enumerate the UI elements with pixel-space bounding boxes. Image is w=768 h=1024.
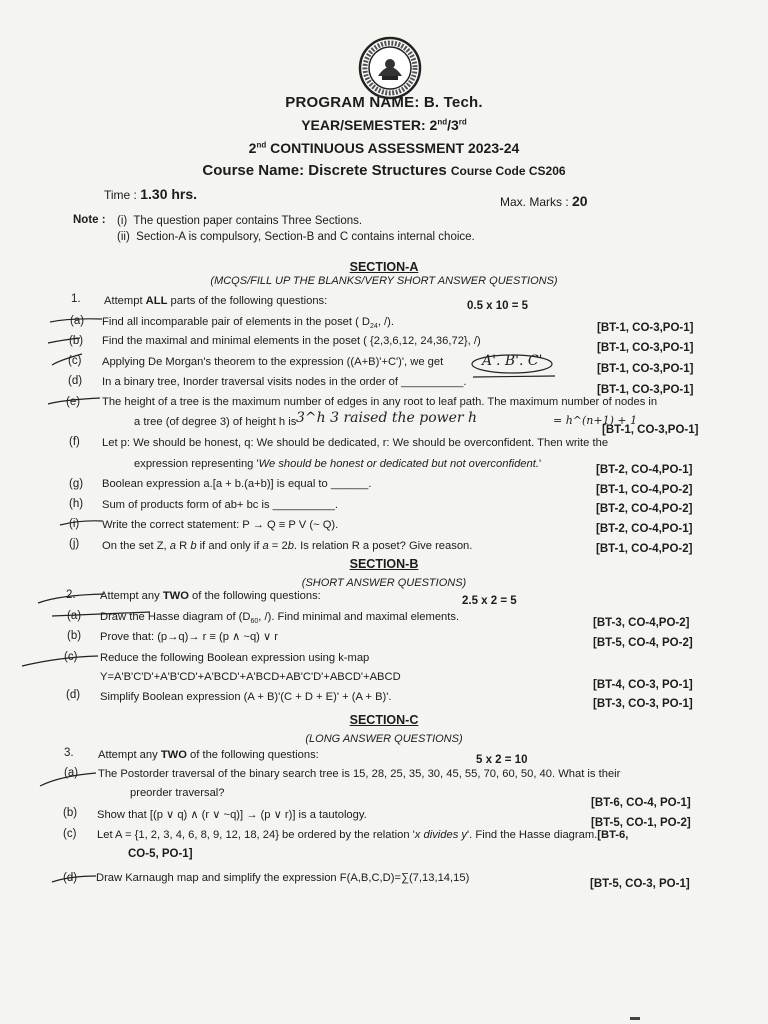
question-2-text: Attempt any TWO of the following questions: — [100, 590, 321, 602]
course-code: Course Code CS206 — [450, 164, 566, 178]
q1f-number: (f) — [69, 436, 80, 448]
q1c-text: Applying De Morgan's theorem to the expression ((A+B)'+C')', we get — [102, 356, 444, 368]
assessment-title: 2nd CONTINUOUS ASSESSMENT 2023-24 — [248, 140, 520, 156]
q3d-number: (d) — [63, 872, 78, 884]
q1b-tag: [BT-1, CO-3,PO-1] — [597, 342, 694, 354]
program-name: PROGRAM NAME: B. Tech. — [285, 94, 483, 111]
section-a-subtitle: (MCQS/FILL UP THE BLANKS/VERY SHORT ANSWER QUESTIONS) — [210, 275, 558, 287]
section-c-subtitle: (LONG ANSWER QUESTIONS) — [305, 733, 463, 745]
q3a-text: The Postorder traversal of the binary search tree is 15, 28, 25, 35, 30, 45, 55, 70, 60, 50, 40. What is their — [98, 768, 621, 780]
time-label: Time : — [104, 188, 137, 202]
q1a-number: (a) — [70, 315, 85, 327]
q1d-number: (d) — [68, 375, 83, 387]
q2c-tag: [BT-4, CO-3, PO-1] — [593, 679, 693, 691]
q1h-text: Sum of products form of ab+ bc is __________. — [102, 499, 339, 511]
question-1-text: Attempt ALL parts of the following questions: — [104, 295, 328, 307]
q3d-text: Draw Karnaugh map and simplify the expression F(A,B,C,D)=∑(7,13,14,15) — [96, 872, 470, 884]
q1h-tag: [BT-2, CO-4,PO-2] — [596, 503, 693, 515]
q1i-number: (i) — [69, 518, 80, 530]
section-b-subtitle: (SHORT ANSWER QUESTIONS) — [301, 577, 467, 589]
q1f-tag: [BT-2, CO-4,PO-1] — [596, 464, 693, 476]
pen-tick-q1i — [60, 521, 102, 525]
page-edge-mark — [630, 1017, 640, 1020]
pen-tick-q2c — [22, 656, 98, 666]
q3b-number: (b) — [63, 807, 78, 819]
course-name-text: Course Name: Discrete Structures — [202, 162, 447, 179]
marks-value: 20 — [572, 193, 588, 209]
q1e-handwritten-formula: = h^(n+1) + 1 — [553, 414, 638, 427]
q1j-tag: [BT-1, CO-4,PO-2] — [596, 543, 693, 555]
q1j-text: On the set Z, a R b if and only if a = 2b. Is relation R a poset? Give reason. — [102, 540, 473, 552]
note-label: Note : — [73, 214, 106, 226]
q1e-tag: [BT-1, CO-3,PO-1] — [602, 424, 699, 436]
q1h-number: (h) — [69, 498, 84, 510]
section-a-title: SECTION-A — [349, 260, 419, 274]
note-item-2: (ii) Section-A is compulsory, Section-B and C contains internal choice. — [117, 231, 475, 243]
question-1-number: 1. — [71, 293, 81, 305]
q2d-number: (d) — [66, 689, 81, 701]
question-3-marks: 5 x 2 = 10 — [476, 754, 528, 766]
q3a-text-line2: preorder traversal? — [130, 787, 225, 799]
q2d-tag: [BT-3, CO-3, PO-1] — [593, 698, 693, 710]
q3d-tag: [BT-5, CO-3, PO-1] — [590, 878, 690, 890]
q1e-handwritten-answer: 3^h 3 raised the power h — [296, 410, 478, 426]
q2d-text: Simplify Boolean expression (A + B)'(C + D + E)' + (A + B)'. — [100, 691, 392, 703]
q1c-number: (c) — [68, 355, 82, 367]
q1f-text-line2: expression representing 'We should be honest or dedicated but not overconfident.' — [134, 458, 542, 470]
q2a-text: Draw the Hasse diagram of ($D_{60}$, /). Find minimal and maximal elements. — [100, 611, 460, 626]
q1c-tag: [BT-1, CO-3,PO-1] — [597, 363, 694, 375]
pen-underline-q1c — [473, 376, 555, 377]
q1i-tag: [BT-2, CO-4,PO-1] — [596, 523, 693, 535]
marks-label: Max. Marks : — [500, 195, 569, 209]
note-item-1: (i) The question paper contains Three Sections. — [117, 215, 363, 227]
q3a-tag: [BT-6, CO-4, PO-1] — [591, 797, 691, 809]
q1f-text: Let p: We should be honest, q: We should be dedicated, r: We should be overconfident. Then write the — [102, 437, 609, 449]
q2c-text-line2: Y=A'B'C'D'+A'B'CD'+A'BCD'+A'BCD+AB'C'D'+ABCD'+ABCD — [100, 671, 401, 683]
question-3-number: 3. — [64, 747, 74, 759]
q2b-text: Prove that: (p→q)→ r ≡ (p ∧ ~q) ∨ r — [100, 631, 279, 643]
q3c-text-line2: CO-5, PO-1] — [128, 848, 193, 860]
q1e-text: The height of a tree is the maximum number of edges in any root to leaf path. The maximum number of nodes in — [102, 396, 658, 408]
q1c-handwritten-answer: A'. B'. C' — [482, 353, 543, 369]
course-name — [0, 162, 768, 179]
university-logo — [358, 36, 422, 100]
q1d-text: In a binary tree, Inorder traversal visits nodes in the order of __________. — [102, 376, 467, 388]
q1g-tag: [BT-1, CO-4,PO-2] — [596, 484, 693, 496]
q1j-number: (j) — [69, 538, 80, 550]
q3b-tag: [BT-5, CO-1, PO-2] — [591, 817, 691, 829]
question-2-number: 2. — [66, 589, 76, 601]
q2c-text: Reduce the following Boolean expression using k-map — [100, 652, 370, 664]
q1g-text: Boolean expression a.[a + b.(a+b)] is equal to ______. — [102, 478, 372, 490]
section-c-title: SECTION-C — [349, 713, 419, 727]
q1b-number: (b) — [69, 335, 84, 347]
section-b-title: SECTION-B — [349, 557, 419, 571]
q3b-text: Show that [(p ∨ q) ∧ (r ∨ ~q)] → (p ∨ r)] is a tautology. — [97, 809, 367, 821]
q1b-text: Find the maximal and minimal elements in the poset ( {2,3,6,12, 24,36,72}, /) — [102, 335, 481, 347]
q1d-tag: [BT-1, CO-3,PO-1] — [597, 384, 694, 396]
year-semester: YEAR/SEMESTER: 2nd/3rd — [301, 117, 467, 133]
q2b-number: (b) — [67, 630, 82, 642]
q1e-text-line2: a tree (of degree 3) of height h is — [134, 416, 297, 428]
time-value: 1.30 hrs. — [140, 186, 198, 202]
q2c-number: (c) — [64, 651, 78, 663]
q2b-tag: [BT-5, CO-4, PO-2] — [593, 637, 693, 649]
q1e-number: (e) — [66, 396, 81, 408]
question-2-marks: 2.5 x 2 = 5 — [462, 595, 517, 607]
q3c-number: (c) — [63, 828, 77, 840]
time-allowed — [104, 186, 197, 202]
q1a-text: Find all incomparable pair of elements in the poset ( $D_{24}$, /). — [102, 316, 394, 331]
q2a-number: (a) — [67, 610, 82, 622]
q3a-number: (a) — [64, 767, 79, 779]
question-1-marks: 0.5 x 10 = 5 — [467, 300, 529, 312]
q1a-tag: [BT-1, CO-3,PO-1] — [597, 322, 694, 334]
max-marks — [500, 193, 588, 209]
q1g-number: (g) — [69, 478, 84, 490]
q3c-text: Let A = {1, 2, 3, 4, 6, 8, 9, 12, 18, 24} be ordered by the relation 'x divides y'. Find the Hasse diagram.[BT-6, — [97, 829, 629, 841]
q1i-text: Write the correct statement: P → Q ≡ P V (~ Q). — [102, 519, 339, 531]
question-3-text: Attempt any TWO of the following questions: — [98, 749, 319, 761]
q2a-tag: [BT-3, CO-4,PO-2] — [593, 617, 690, 629]
